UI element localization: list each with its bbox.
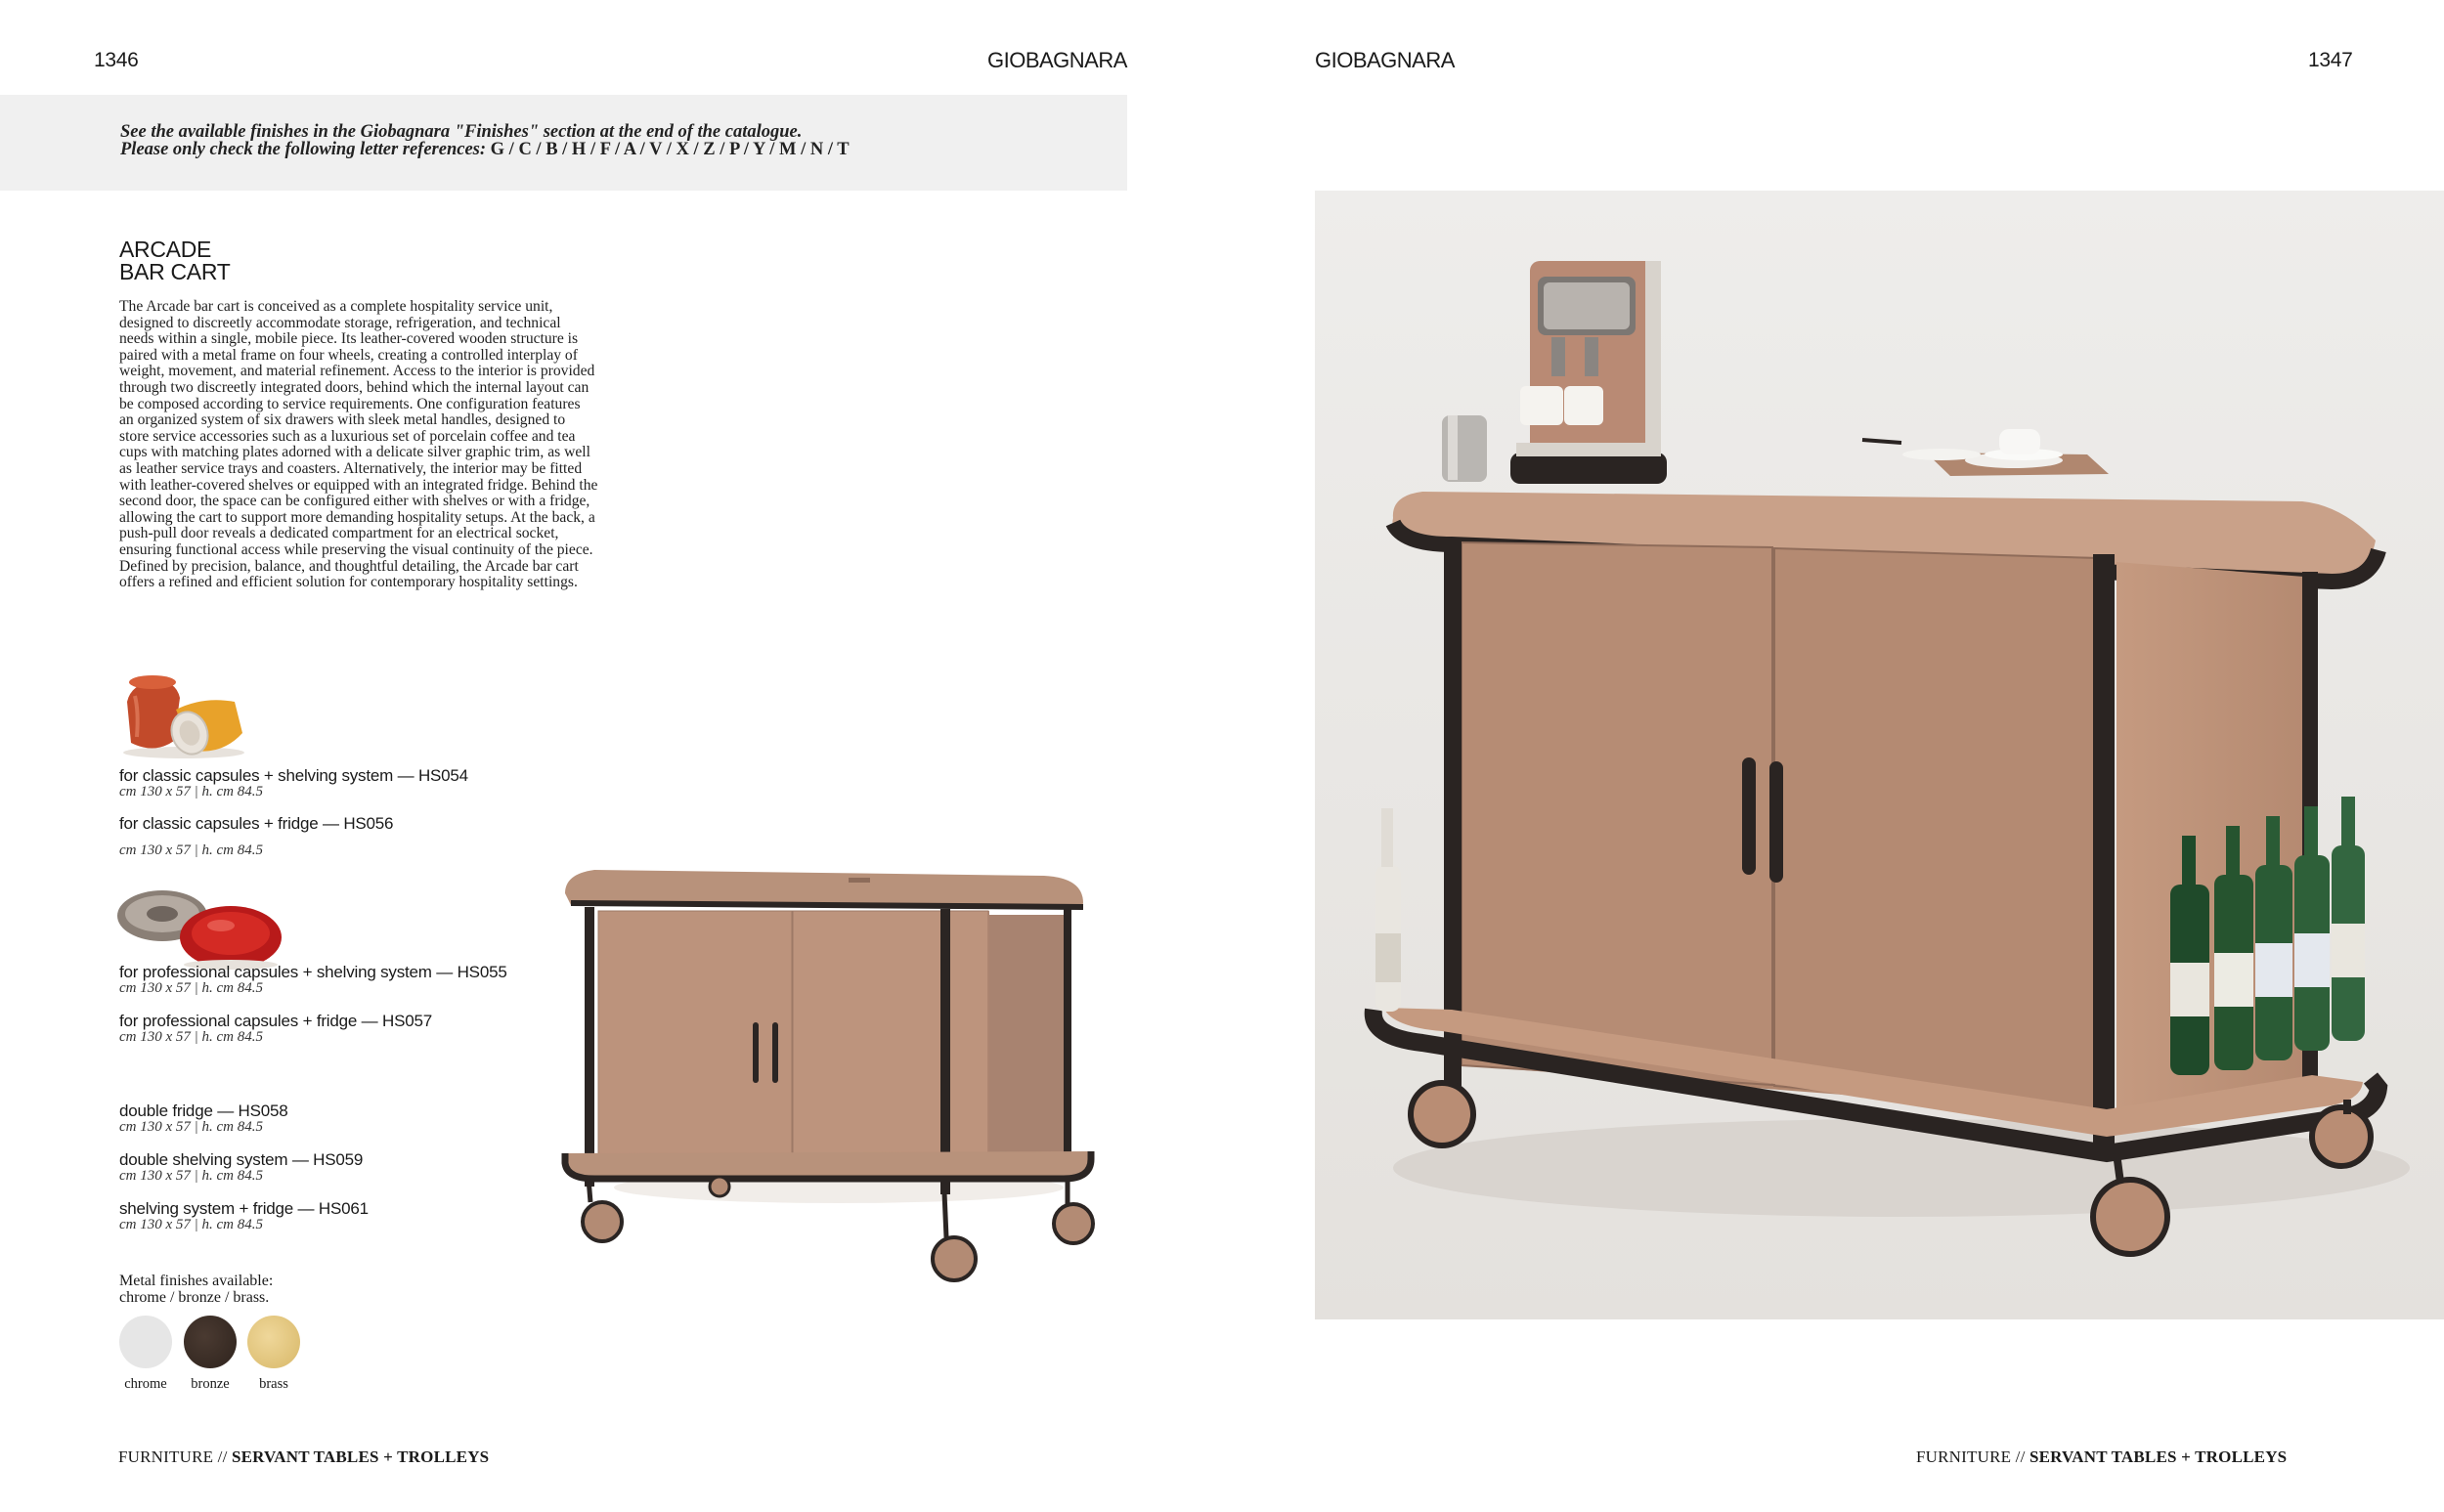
right-footer-section: SERVANT TABLES + TROLLEYS (2029, 1447, 2288, 1466)
product-title-line-1: ARCADE (119, 237, 212, 262)
left-footer-section: SERVANT TABLES + TROLLEYS (231, 1447, 490, 1466)
metal-finishes-label-line-2: chrome / bronze / brass. (119, 1288, 270, 1306)
banner-letter-refs: G / C / B / H / F / A / V / X / Z / P / Y / M / N / T (486, 140, 850, 159)
metal-finishes-label-line-1: Metal finishes available: (119, 1273, 274, 1289)
product-hs059-dims: cm 130 x 57 | h. cm 84.5 (119, 1168, 264, 1184)
classic-capsules-image (115, 672, 257, 762)
banner-line-1: See the available finishes in the Giobagnara "Finishes" section at the end of the catalogue. (120, 122, 803, 142)
product-hs058-label: double fridge — HS058 (119, 1102, 288, 1120)
product-title (119, 238, 230, 283)
product-hs059-label: double shelving system — HS059 (119, 1150, 364, 1169)
product-title-line-2: BAR CART (119, 259, 231, 284)
swatch-bronze (184, 1316, 237, 1368)
right-page-number: 1347 (2308, 49, 2353, 71)
metal-finishes-label (119, 1274, 273, 1306)
left-footer (118, 1447, 489, 1467)
product-hs061-label: shelving system + fridge — HS061 (119, 1199, 369, 1218)
product-hs054-dims: cm 130 x 57 | h. cm 84.5 (119, 784, 264, 799)
swatch-brass-label: brass (259, 1376, 288, 1392)
professional-capsules-image (115, 883, 286, 972)
banner-line-2-prefix: Please only check the following (120, 140, 361, 159)
arcade-cart-thumbnail (555, 860, 1103, 1290)
left-page-number: 1346 (94, 49, 139, 71)
product-hs057-dims: cm 130 x 57 | h. cm 84.5 (119, 1029, 264, 1045)
product-hs055-dims: cm 130 x 57 | h. cm 84.5 (119, 980, 264, 996)
product-description: The Arcade bar cart is conceived as a complete hospitality service unit, designed to discreetly accommodate storage, refrigeration, and technical needs within a single, mobile piece. Its leather-covered wooden structure is paired with a metal frame on four wheels, creating a controlled interplay of weight, movement, and material refinement. Access to the interior is provided through two discreetly integrated doors, behind which the internal layout can be composed according to service requirements. One configuration features an organized system of six drawers with sleek metal handles, designed to store service accessories such as a luxurious set of porcelain coffee and tea cups with matching plates adorned with a delicate silver graphic trim, as well as leather service trays and coasters. Alternatively, the interior may be fitted with leather-covered shelves or equipped with an integrated fridge. Behind the second door, the space can be configured either with shelves or with a fridge, allowing the cart to support more demanding hospitality setups. At the back, a push-pull door reveals a dedicated compartment for an electrical socket, ensuring functional access while preserving the visual continuity of the piece. Defined by precision, balance, and thoughtful detailing, the Arcade bar cart offers a refined and efficient solution for contemporary hospitality settings. (119, 298, 598, 591)
swatch-chrome-label: chrome (124, 1376, 167, 1392)
coffee-machine (1510, 261, 1667, 484)
banner-line-2-emph: letter references: (360, 140, 487, 159)
finishes-banner-text (120, 123, 850, 158)
product-hs056-label: for classic capsules + fridge — HS056 (119, 814, 394, 833)
arcade-cart-photo-illustration (1315, 191, 2444, 1319)
left-footer-prefix: FURNITURE // (118, 1447, 232, 1466)
product-hs056-dims: cm 130 x 57 | h. cm 84.5 (119, 842, 264, 858)
right-footer-prefix: FURNITURE // (1916, 1447, 2029, 1466)
arcade-cart-photo (1315, 191, 2444, 1319)
swatch-brass (247, 1316, 300, 1368)
right-brand-header: GIOBAGNARA (1315, 48, 1455, 72)
product-hs054-label: for classic capsules + shelving system — HS054 (119, 766, 468, 785)
swatch-bronze-label: bronze (191, 1376, 230, 1392)
product-hs061-dims: cm 130 x 57 | h. cm 84.5 (119, 1217, 264, 1232)
banner-line-2 (120, 141, 850, 158)
right-footer (1916, 1447, 2287, 1467)
left-brand-header: GIOBAGNARA (987, 48, 1127, 72)
product-hs057-label: for professional capsules + fridge — HS057 (119, 1012, 432, 1030)
product-hs058-dims: cm 130 x 57 | h. cm 84.5 (119, 1119, 264, 1135)
product-hs055-label: for professional capsules + shelving system — HS055 (119, 963, 507, 981)
swatch-chrome (119, 1316, 172, 1368)
